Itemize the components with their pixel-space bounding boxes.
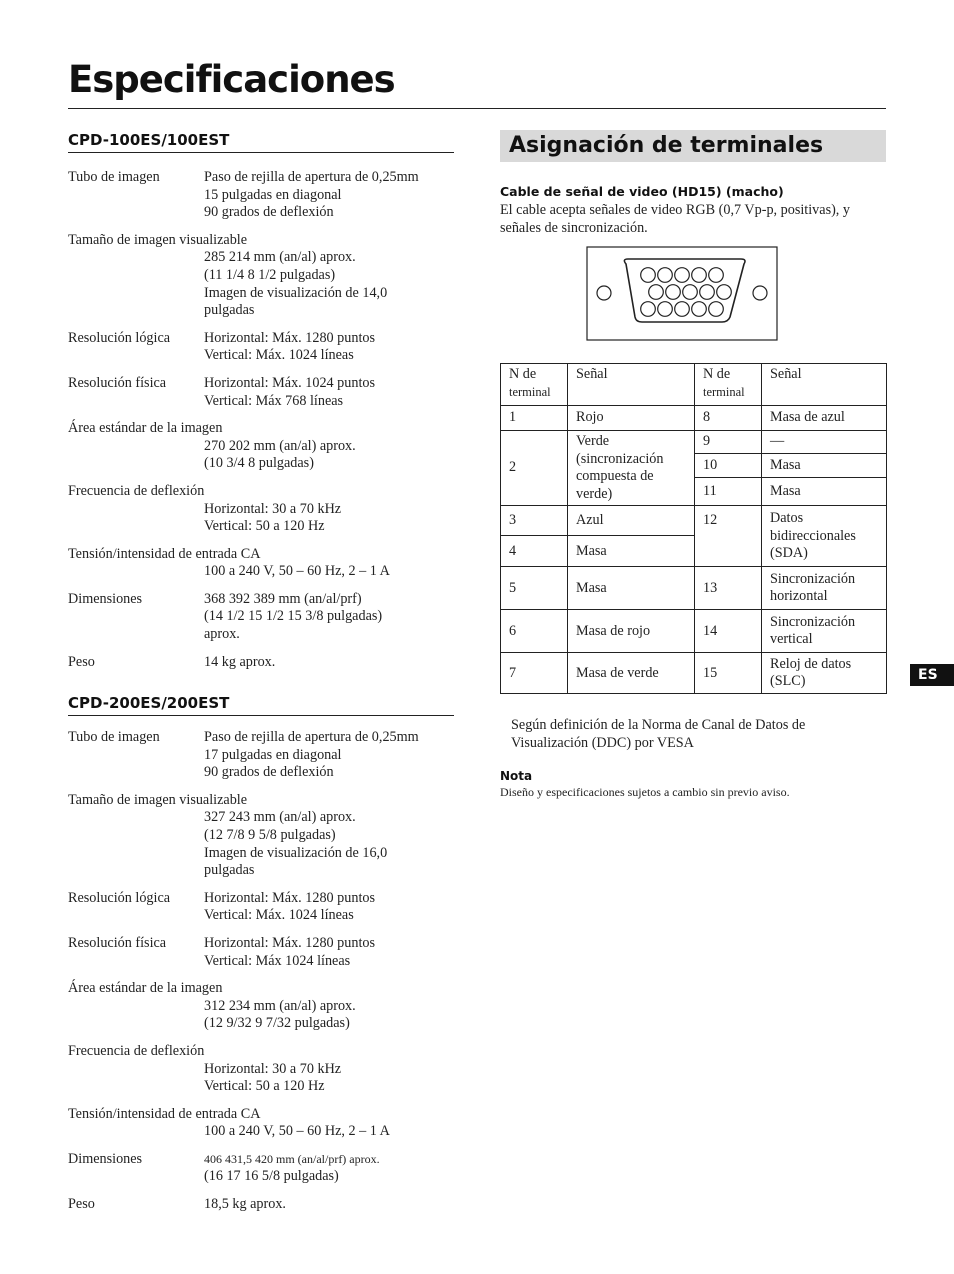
spec-value: Horizontal: 30 a 70 kHz xyxy=(204,500,342,517)
pin-number: 2 xyxy=(501,431,568,506)
spec-standard-area xyxy=(68,420,454,473)
model-2-heading: CPD-200ES/200EST xyxy=(68,694,454,716)
table-row xyxy=(501,567,887,610)
spec-value: 90 grados de deflexión xyxy=(204,204,334,221)
spec-label: Tensión/intensidad de entrada CA xyxy=(68,1105,261,1122)
spec-dimensions xyxy=(68,1151,454,1186)
spec-value: Vertical: Máx 1024 líneas xyxy=(204,952,351,969)
spec-label: Área estándar de la imagen xyxy=(68,980,223,997)
spec-value: Paso de rejilla de apertura de 0,25mm xyxy=(204,729,419,745)
table-row xyxy=(501,506,887,536)
spec-value: 15 pulgadas en diagonal xyxy=(204,186,342,203)
spec-value: Imagen de visualización de 14,0 xyxy=(204,284,388,301)
spec-value: 17 pulgadas en diagonal xyxy=(204,746,342,763)
table-row xyxy=(501,431,887,454)
spec-value: (10 3/4 8 pulgadas) xyxy=(204,455,314,472)
spec-value: 406 431,5 420 mm (an/al/prf) aprox. xyxy=(204,1151,380,1166)
spec-label: Tamaño de imagen visualizable xyxy=(68,791,248,808)
pin-number: 5 xyxy=(501,567,568,610)
spec-physical-resolution xyxy=(68,375,454,410)
pin-signal: Verde (sincronización compuesta de verde) xyxy=(568,431,695,506)
pin-number: 14 xyxy=(695,610,762,653)
pin-signal: Sincronización horizontal xyxy=(762,567,887,610)
model-1-heading: CPD-100ES/100EST xyxy=(68,131,454,153)
spec-value: 312 234 mm (an/al) aprox. xyxy=(204,997,356,1014)
spec-standard-area xyxy=(68,980,454,1033)
pin-number-header: N de terminal xyxy=(695,364,762,406)
spec-deflection xyxy=(68,483,454,536)
spec-label: Tubo de imagen xyxy=(68,729,160,745)
pin-number: 11 xyxy=(695,478,762,506)
model-1-specs xyxy=(68,169,454,681)
pin-signal: Masa xyxy=(762,478,887,506)
pin-signal: Masa xyxy=(762,454,887,478)
spec-value: (11 1/4 8 1/2 pulgadas) xyxy=(204,266,336,283)
spec-value: Horizontal: Máx. 1280 puntos xyxy=(204,889,376,906)
spec-label: Frecuencia de deflexión xyxy=(68,1042,205,1059)
spec-logical-resolution xyxy=(68,330,454,365)
pin-signal: Masa de rojo xyxy=(568,610,695,653)
spec-value: Horizontal: 30 a 70 kHz xyxy=(204,1060,342,1077)
pin-assignment-heading: Asignación de terminales xyxy=(500,130,886,162)
pin-signal: — xyxy=(762,431,887,454)
ddc-note: Según definición de la Norma de Canal de Datos de Visualización (DDC) por VESA xyxy=(511,717,806,751)
signal-header: Señal xyxy=(568,364,695,406)
pin-signal: Masa xyxy=(568,567,695,610)
spec-value: 285 214 mm (an/al) aprox. xyxy=(204,249,356,266)
pin-number: 3 xyxy=(501,506,568,536)
pin-number: 10 xyxy=(695,454,762,478)
pin-number: 7 xyxy=(501,653,568,694)
spec-value: 100 a 240 V, 50 – 60 Hz, 2 – 1 A xyxy=(204,1123,390,1140)
spec-power xyxy=(68,1106,454,1141)
pin-signal: Datos bidireccionales (SDA) xyxy=(762,506,887,567)
pin-number: 12 xyxy=(695,506,762,567)
cable-heading: Cable de señal de video (HD15) (macho) xyxy=(500,184,784,199)
spec-label: Dimensiones xyxy=(68,1150,143,1167)
spec-value: 18,5 kg aprox. xyxy=(204,1196,286,1213)
spec-value: (16 17 16 5/8 pulgadas) xyxy=(204,1168,339,1185)
title-divider xyxy=(68,108,886,109)
spec-weight xyxy=(68,1196,454,1214)
spec-logical-resolution xyxy=(68,890,454,925)
spec-value: 14 kg aprox. xyxy=(204,653,276,670)
spec-label: Frecuencia de deflexión xyxy=(68,482,205,499)
pin-number: 8 xyxy=(695,406,762,431)
spec-value: 90 grados de deflexión xyxy=(204,764,334,781)
table-row xyxy=(501,653,887,694)
spec-power xyxy=(68,546,454,581)
pin-signal: Masa xyxy=(568,536,695,567)
pin-signal: Masa de verde xyxy=(568,653,695,694)
signal-header: Señal xyxy=(762,364,887,406)
pin-number: 15 xyxy=(695,653,762,694)
pin-assignment-table xyxy=(500,363,887,694)
spec-value: aprox. xyxy=(204,626,240,643)
pin-signal: Masa de azul xyxy=(762,406,887,431)
spec-label: Resolución lógica xyxy=(68,889,171,906)
spec-value: Vertical: Máx. 1024 líneas xyxy=(204,347,354,364)
table-row xyxy=(501,406,887,431)
note-heading: Nota xyxy=(500,769,533,783)
spec-value: (12 9/32 9 7/32 pulgadas) xyxy=(204,1015,350,1032)
cable-description: El cable acepta señales de video RGB (0,7 Vp-p, positivas), y señales de sincronización. xyxy=(500,202,850,236)
table-header-row xyxy=(501,364,887,406)
spec-value: 270 202 mm (an/al) aprox. xyxy=(204,437,356,454)
model-2-specs xyxy=(68,729,454,1224)
spec-value: Vertical: 50 a 120 Hz xyxy=(204,1078,325,1095)
spec-value: Paso de rejilla de apertura de 0,25mm xyxy=(204,169,419,185)
spec-label: Resolución física xyxy=(68,934,167,951)
spec-value: Vertical: Máx 768 líneas xyxy=(204,392,344,409)
spec-value: pulgadas xyxy=(204,862,255,879)
pin-number: 13 xyxy=(695,567,762,610)
pin-number: 4 xyxy=(501,536,568,567)
spec-value: 100 a 240 V, 50 – 60 Hz, 2 – 1 A xyxy=(204,563,390,580)
note-text: Diseño y especificaciones sujetos a cambio sin previo aviso. xyxy=(500,785,790,799)
spec-label: Dimensiones xyxy=(68,590,143,607)
spec-label: Tensión/intensidad de entrada CA xyxy=(68,545,261,562)
spec-label: Área estándar de la imagen xyxy=(68,420,223,437)
spec-value: 368 392 389 mm (an/al/prf) xyxy=(204,590,362,607)
language-tab: ES xyxy=(910,664,954,686)
spec-value: 327 243 mm (an/al) aprox. xyxy=(204,809,356,826)
spec-deflection xyxy=(68,1043,454,1096)
spec-viewable xyxy=(68,232,454,320)
pin-number-header: N de terminal xyxy=(501,364,568,406)
spec-value: Vertical: 50 a 120 Hz xyxy=(204,518,325,535)
spec-value: (14 1/2 15 1/2 15 3/8 pulgadas) xyxy=(204,608,383,625)
spec-value: Imagen de visualización de 16,0 xyxy=(204,844,388,861)
spec-physical-resolution xyxy=(68,935,454,970)
pin-signal: Azul xyxy=(568,506,695,536)
pin-signal: Sincronización vertical xyxy=(762,610,887,653)
pin-number: 1 xyxy=(501,406,568,431)
spec-label: Peso xyxy=(68,1196,95,1213)
spec-value: Vertical: Máx. 1024 líneas xyxy=(204,907,354,924)
pin-number: 6 xyxy=(501,610,568,653)
spec-value: pulgadas xyxy=(204,302,255,319)
spec-value: (12 7/8 9 5/8 pulgadas) xyxy=(204,826,336,843)
spec-dimensions xyxy=(68,591,454,644)
spec-value: Horizontal: Máx. 1024 puntos xyxy=(204,374,376,391)
spec-value: Horizontal: Máx. 1280 puntos xyxy=(204,329,376,346)
page-title: Especificaciones xyxy=(68,58,395,101)
hd15-connector-icon xyxy=(586,246,778,342)
spec-tube xyxy=(68,169,454,222)
spec-viewable xyxy=(68,792,454,880)
spec-label: Resolución física xyxy=(68,374,167,391)
pin-signal: Rojo xyxy=(568,406,695,431)
pin-number: 9 xyxy=(695,431,762,454)
spec-label: Tamaño de imagen visualizable xyxy=(68,231,248,248)
table-row xyxy=(501,610,887,653)
spec-label: Tubo de imagen xyxy=(68,169,160,185)
spec-weight xyxy=(68,654,454,672)
spec-label: Peso xyxy=(68,653,95,670)
pin-signal: Reloj de datos (SLC) xyxy=(762,653,887,694)
spec-value: Horizontal: Máx. 1280 puntos xyxy=(204,934,376,951)
spec-label: Resolución lógica xyxy=(68,329,171,346)
spec-tube xyxy=(68,729,454,782)
